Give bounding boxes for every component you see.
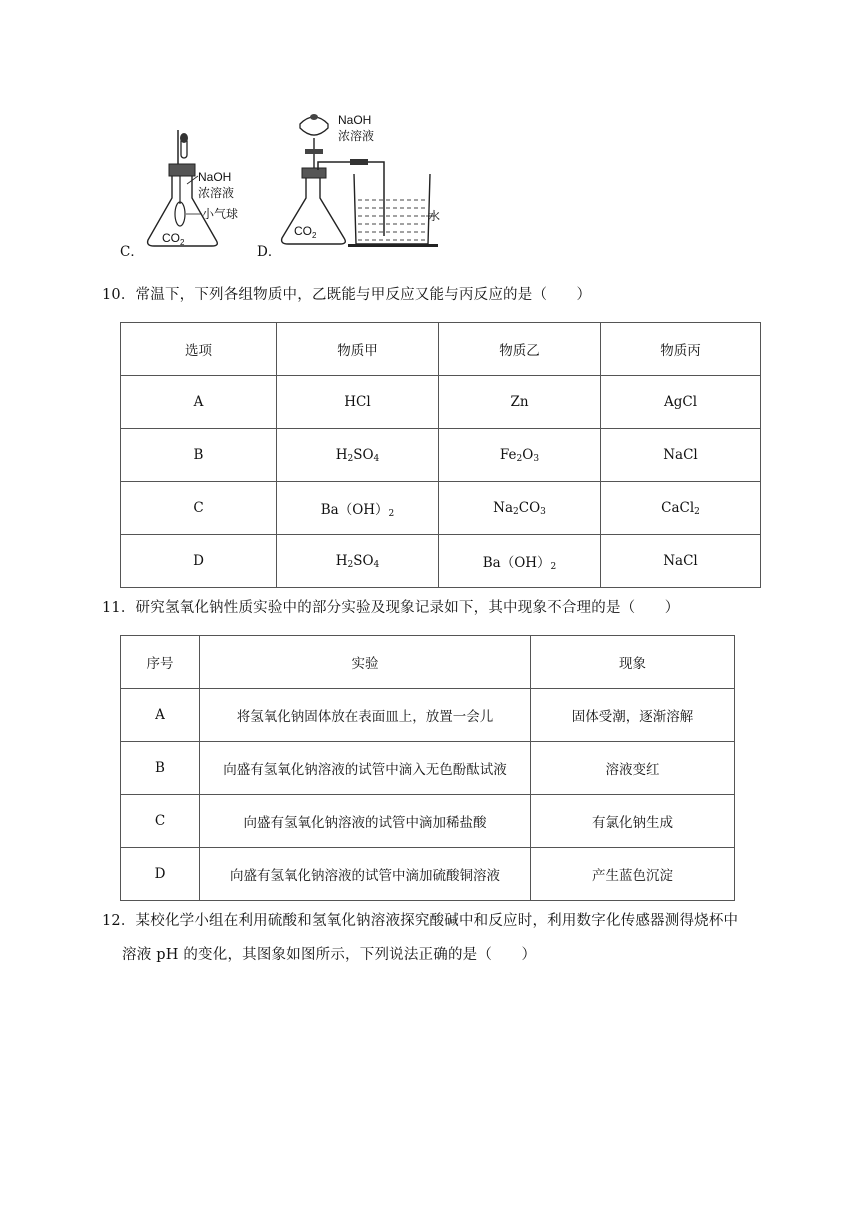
q11-table	[120, 635, 735, 901]
q12-stem-line1: 12．某校化学小组在利用硫酸和氢氧化钠溶液探究酸碱中和反应时，利用数字化传感器测得烧杯中	[102, 913, 739, 929]
q10-stem: 10．常温下，下列各组物质中，乙既能与甲反应又能与丙反应的是（ ）	[102, 287, 592, 303]
table-row	[121, 795, 735, 848]
q11-no-cell: B	[121, 742, 200, 795]
q11-exp-cell: 向盛有氢氧化钠溶液的试管中滴加稀盐酸	[200, 795, 531, 848]
q11-exp-cell: 向盛有氢氧化钠溶液的试管中滴入无色酚酞试液	[200, 742, 531, 795]
q11-exp-cell: 向盛有氢氧化钠溶液的试管中滴加硫酸铜溶液	[200, 848, 531, 901]
d-gas-label: $CO_2$	[294, 224, 317, 240]
q10-bing-cell: NaCl	[601, 429, 761, 482]
q10-option-cell: D	[121, 535, 277, 588]
q10-yi-cell: $Fe_2O_3$	[439, 429, 601, 482]
c-reagent-line2: 浓溶液	[198, 186, 235, 200]
q10-option-cell: A	[121, 376, 277, 429]
q10-yi-cell: $Na_2CO_3$	[439, 482, 601, 535]
q11-header-phen: 现象	[531, 636, 735, 689]
q11-phen-cell: 溶液变红	[531, 742, 735, 795]
c-balloon-label: 小气球	[202, 207, 239, 221]
q11-header-no: 序号	[121, 636, 200, 689]
q11-no-cell: A	[121, 689, 200, 742]
table-row	[121, 376, 761, 429]
q10-header-bing: 物质丙	[601, 323, 761, 376]
q12-stem-line2: 溶液 pH 的变化，其图象如图所示，下列说法正确的是（ ）	[122, 947, 537, 963]
q10-table	[120, 322, 761, 588]
table-row	[121, 482, 761, 535]
d-reagent-line2: 浓溶液	[338, 129, 375, 143]
option-c-letter: C．	[120, 244, 144, 260]
q10-jia-cell: $H_2SO_4$	[277, 429, 439, 482]
d-reagent-line1: NaOH	[338, 113, 372, 127]
q11-phen-cell: 有氯化钠生成	[531, 795, 735, 848]
q10-yi-cell: $Ba(OH)_2$	[439, 535, 601, 588]
q10-yi-cell: Zn	[439, 376, 601, 429]
q10-option-cell: B	[121, 429, 277, 482]
d-water-label: 水	[428, 209, 441, 223]
q11-header-row	[121, 636, 735, 689]
q10-jia-cell: HCl	[277, 376, 439, 429]
q10-header-row	[121, 323, 761, 376]
q11-phen-cell: 产生蓝色沉淀	[531, 848, 735, 901]
q10-bing-cell: NaCl	[601, 535, 761, 588]
q11-no-cell: C	[121, 795, 200, 848]
table-row	[121, 429, 761, 482]
q9-apparatus-figure	[110, 108, 470, 260]
q10-option-cell: C	[121, 482, 277, 535]
table-row	[121, 848, 735, 901]
q10-bing-cell: CaCl$_2$	[601, 482, 761, 535]
option-c-apparatus	[148, 130, 238, 247]
q11-stem: 11．研究氢氧化钠性质实验中的部分实验及现象记录如下，其中现象不合理的是（ ）	[102, 600, 680, 616]
q10-header-option: 选项	[121, 323, 277, 376]
option-d-letter: D．	[257, 244, 282, 260]
table-row	[121, 535, 761, 588]
c-reagent-line1: NaOH	[198, 170, 232, 184]
q10-header-yi: 物质乙	[439, 323, 601, 376]
q10-bing-cell: AgCl	[601, 376, 761, 429]
q11-header-exp: 实验	[200, 636, 531, 689]
q11-phen-cell: 固体受潮，逐渐溶解	[531, 689, 735, 742]
c-gas-label: $CO_2$	[162, 231, 185, 247]
q10-jia-cell: $H_2SO_4$	[277, 535, 439, 588]
q11-exp-cell: 将氢氧化钠固体放在表面皿上，放置一会儿	[200, 689, 531, 742]
q10-header-jia: 物质甲	[277, 323, 439, 376]
table-row	[121, 689, 735, 742]
q11-no-cell: D	[121, 848, 200, 901]
table-row	[121, 742, 735, 795]
q10-jia-cell: $Ba(OH)_2$	[277, 482, 439, 535]
option-d-apparatus	[282, 113, 440, 247]
